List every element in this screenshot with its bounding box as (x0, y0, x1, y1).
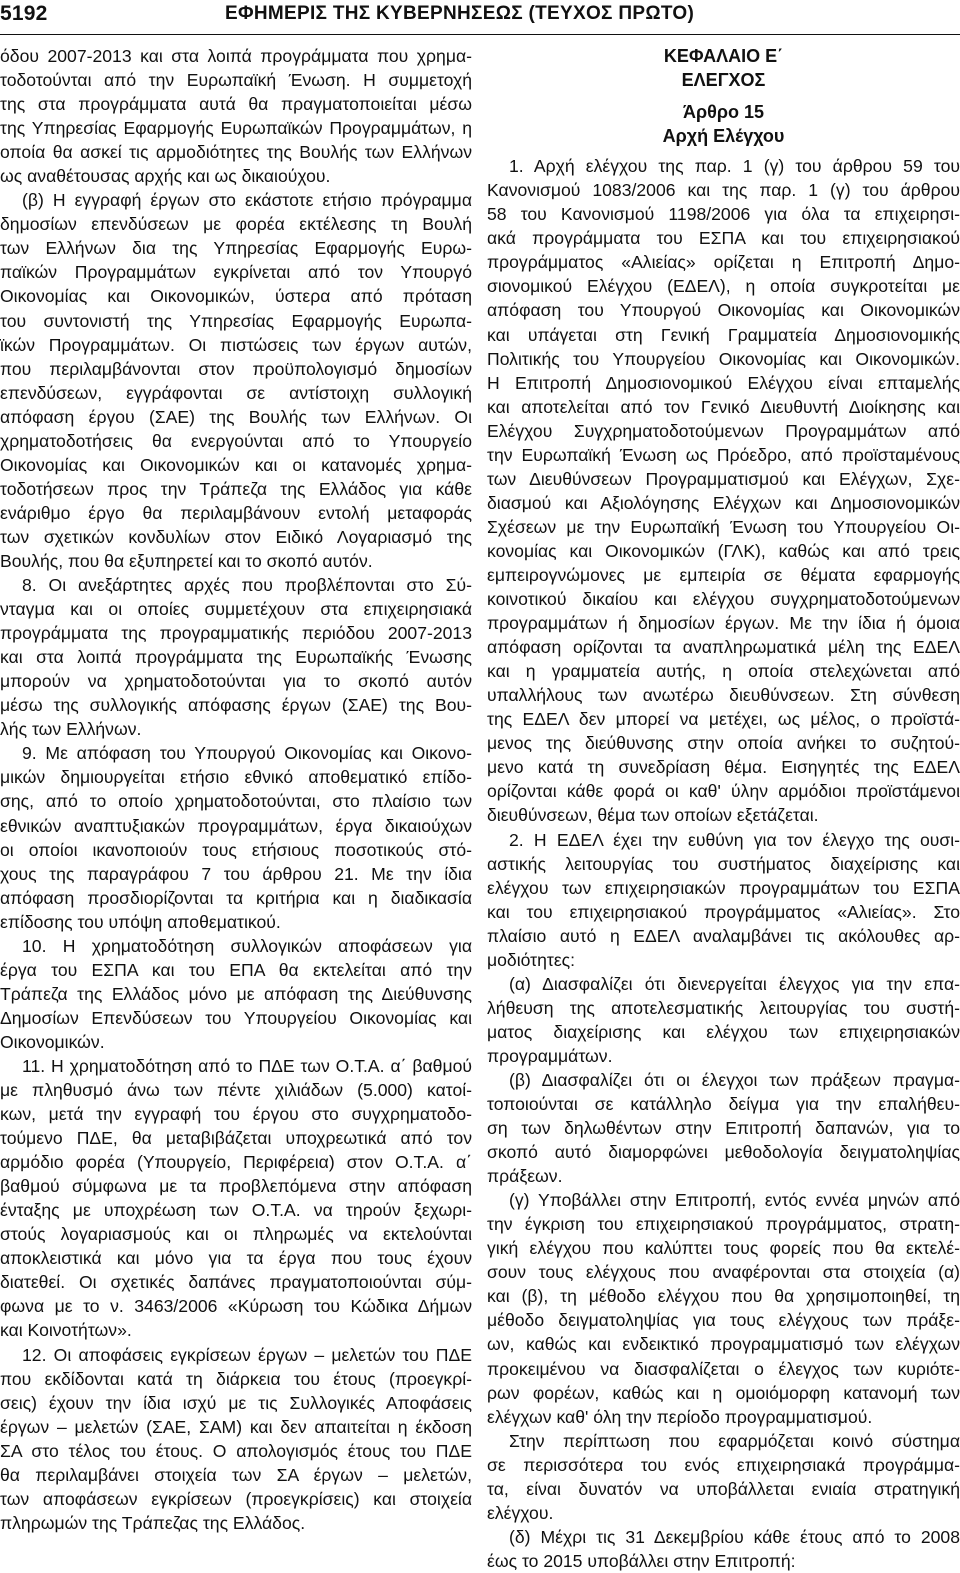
text-line: νταγμα και οι οποίες συμμετέχουν στα επιχειρησιακά (0, 599, 472, 620)
text-line: μικών δημιουργείται ετήσιο εθνικό αποθεματικό επίδο- (0, 767, 472, 788)
text-line: προγράμματα της προγραμματικής περιόδου 2007-2013 (0, 623, 472, 644)
article-body (487, 154, 960, 1573)
text-line: απόφαση του Υπουργού Οικονομίας και Οικονομικών (487, 300, 960, 321)
text-line: (β) Η εγγραφή έργων στο εκάστοτε ετήσιο πρόγραμμα (22, 190, 472, 211)
text-line: εμπειρογνώμονες με εμπειρία σε θέματα εφαρμογής (487, 564, 960, 585)
text-line: προγραμμάτων ή δημοσίων έργων. Με την ίδια ή όμοια (487, 613, 960, 634)
article-title: Αρχή Ελέγχου (662, 126, 785, 147)
text-line: προγράμματος «Αλιείας» ορίζεται η Επιτροπή Δημο- (487, 252, 960, 273)
text-line: οι οποίοι ικανοποιούν τους ετήσιους ποσοτικούς στό- (0, 839, 472, 860)
text-line: πληρωμών της Τράπεζας της Ελλάδος. (0, 1512, 306, 1533)
text-line: ρων φορέων, καθώς και η ομοιόμορφη κατανομή των (487, 1382, 960, 1403)
text-line: έργα του ΕΣΠΑ και του ΕΠΑ θα εκτελείται από την (0, 959, 472, 980)
text-line: και αποτελείται από τον Γενικό Διευθυντή Διοίκησης και (487, 396, 960, 417)
text-line: Ελέγχου Συγχρηματοδοτούμενων Προγραμμάτων από (487, 420, 960, 441)
text-line: (γ) Υποβάλλει στην Επιτροπή, εντός εννέα μηνών από (509, 1190, 960, 1211)
text-line: μενος της διεύθυνσης στην οποία ανήκει το συζητού- (487, 733, 960, 754)
page-header (0, 0, 960, 35)
text-line: της ΕΔΕΛ δεν μπορεί να μετέχει, ως μέλος, ο προϊστά- (487, 709, 960, 730)
text-line: μέσω της συλλογικής απόφασης έργων (ΣΑΕ) της Βου- (0, 695, 472, 716)
text-line: σε περισσότερα του ενός επιχειρησιακά προγράμμα- (487, 1454, 960, 1475)
text-line: χους της παραγράφου 7 του άρθρου 21. Με την ίδια (0, 863, 472, 884)
text-line: λήθευση της αποτελεσματικής λειτουργίας του συστή- (487, 997, 960, 1018)
text-line: 58 του Κανονισμού 1198/2006 για όλα τα επιχειρησι- (487, 204, 960, 225)
text-line: ση των δηλωθέντων στην Επιτροπή δαπανών, για το (487, 1118, 960, 1139)
text-line: διατεθεί. Οι σχετικές δαπάνες πραγματοποιούνται σύμ- (0, 1272, 472, 1293)
text-line: δημοσίων επενδύσεων με φορέα εκτέλεσης τη Βουλή (0, 214, 472, 235)
chapter-subtitle: ΕΛΕΓΧΟΣ (681, 70, 766, 91)
text-line: βαθμού σύμφωνα με τα προβλεπόμενα στην απόφαση (0, 1176, 472, 1197)
text-line: παϊκών Προγραμμάτων εγκρίνεται από τον Υπουργό (0, 262, 472, 283)
text-line: υπαλλήλους των ανωτέρω διευθύνσεων. Στη σύνθεση (487, 685, 960, 706)
text-line: ως αναθέτουσας αρχής και ως δικαιούχου. (0, 166, 331, 187)
text-line: (δ) Μέχρι τις 31 Δεκεμβρίου κάθε έτους από το 2008 (509, 1526, 960, 1547)
text-line: ένταξης με υποχρέωση των Ο.Τ.Α. να τηρούν ξεχωρι- (0, 1200, 472, 1221)
text-line: γική ελέγχου που καλύπτει τους φορείς που θα εκτελέ- (487, 1238, 960, 1259)
text-line: ελέγχου των επιχειρησιακών προγραμμάτων του ΕΣΠΑ (487, 877, 960, 898)
text-line: Οικονομίας και Οικονομικών και οι κατανομές χρημα- (0, 454, 472, 475)
text-line: Πολιτικής του Υπουργείου Οικονομίας και Οικονομικών. (487, 348, 960, 369)
text-line: πράξεων. (487, 1166, 563, 1187)
text-line: εθνικών αναπτυξιακών προγραμμάτων, έργα δικαιούχων (0, 815, 472, 836)
text-line: έως το 2015 υποβάλλει στην Επιτροπή: (487, 1550, 796, 1571)
text-line: θα περιλαμβάνει στοιχεία των ΣΑ έργων – μελετών, (0, 1464, 472, 1485)
text-line: χρηματοδοτήσεις θα ενεργούνται από το Υπουργείο (0, 430, 472, 451)
text-line: σουν τους ελέγχους που αναφέρονται στα στοιχεία (α) (487, 1262, 960, 1283)
text-line: (β) Διασφαλίζει ότι οι έλεγχοι των πράξεων πραγμα- (509, 1069, 960, 1090)
page-number: 5192 (0, 2, 48, 25)
text-line: 10. Η χρηματοδότηση συλλογικών αποφάσεων για (22, 935, 472, 956)
right-column (487, 44, 960, 1573)
text-line: απόφαση έργου (ΣΑΕ) της Βουλής των Ελλήνων. Οι (0, 406, 472, 427)
text-line: μπορούν να χρηματοδοτούνται για το σκοπό αυτόν (0, 671, 472, 692)
text-line: απόφαση προσδιορίζονται τα κριτήρια και η διαδικασία (0, 887, 472, 908)
text-line: που εκδίδονται κατά τη διάρκεια του έτους (προεγκρί- (0, 1368, 472, 1389)
text-line: της στα προγράμματα αυτά θα πραγματοποιείται μέσω (0, 94, 472, 115)
text-line: Σχέσεων με την Ευρωπαϊκή Ένωση του Υπουργείου Οι- (487, 516, 960, 537)
text-line: απόφαση ορίζονται τα αναπληρωματικά μέλη της ΕΔΕΛ (487, 637, 960, 658)
text-line: του συντονιστή της Υπηρεσίας Εφαρμογής Ευρωπα- (0, 310, 472, 331)
text-line: στούς λογαριασμούς και οι πληρωμές να εκτελούνται (0, 1224, 472, 1245)
text-line: Δημοσίων Επενδύσεων του Υπουργείου Οικονομίας και (0, 1007, 472, 1028)
text-line: σιονομικού Ελέγχου (ΕΔΕΛ), η οποία συγκροτείται με (487, 276, 960, 297)
text-line: με πληθυσμό άνω των πέντε χιλιάδων (5.000) κατοί- (0, 1080, 472, 1101)
text-line: ορίζονται κάθε φορά οι καθ' ύλην αρμόδιοι προϊστάμενοι (487, 781, 960, 802)
text-line: κων, μετά την εγγραφή του έργου στο συγχρηματοδο- (0, 1104, 472, 1125)
text-line: διασμού και Αξιολόγησης Ελέγχων και Δημοσιονομικών (487, 492, 960, 513)
text-line: ενάριθμο έργο θα περιλαμβάνουν εντολή μεταφοράς (0, 502, 472, 523)
text-line: 9. Με απόφαση του Υπουργού Οικονομίας και Οικονο- (22, 743, 472, 764)
text-line: την Ευρωπαϊκή Ένωση ως Πρόεδρο, από προϊσταμένους (487, 444, 960, 465)
text-line: και Κοινοτήτων». (0, 1320, 132, 1341)
text-line: πλαίσιο αυτό η ΕΔΕΛ αναλαμβάνει τις ακόλουθες αρ- (487, 925, 960, 946)
text-line: έργων – μελετών (ΣΑΕ, ΣΑΜ) και δεν απαιτείται η έκδοση (0, 1416, 472, 1437)
text-line: (α) Διασφαλίζει ότι διενεργείται έλεγχος για την επα- (509, 973, 960, 994)
text-line: τοδοτήσεων προς την Τράπεζα της Ελλάδος για κάθε (0, 478, 472, 499)
text-line: ματος διαχείρισης και ελέγχου των επιχειρησιακών (487, 1021, 960, 1042)
text-line: τοποιούνται σε κατάλληλο δείγμα για την επαλήθευ- (487, 1094, 960, 1115)
text-line: προκειμένου να διασφαλίζεται ο έλεγχος των κυριότε- (487, 1358, 960, 1379)
text-line: λής των Ελλήνων. (0, 719, 142, 740)
text-line: ελέγχων καθ' όλη την περίοδο προγραμματισμού. (487, 1406, 873, 1427)
text-line: των σχετικών κονδυλίων στον Ειδικό Λογαριασμό της (0, 526, 472, 547)
article-number: Άρθρο 15 (682, 102, 765, 123)
text-line: επίδοσης του υπόψη αποθεματικού. (0, 911, 281, 932)
text-line: Η Επιτροπή Δημοσιονομικού Ελέγχου είναι επταμελής (487, 372, 960, 393)
text-line: Τράπεζα της Ελλάδος μόνο με απόφαση της Διεύθυνσης (0, 983, 472, 1004)
text-line: ακά προγράμματα του ΕΣΠΑ και του επιχειρησιακού (487, 228, 960, 249)
text-line: την έγκριση του επιχειρησιακού προγράμματος, στρατη- (487, 1214, 960, 1235)
text-line: σης, από το οποίο χρηματοδοτούνται, στο πλαίσιο των (0, 791, 472, 812)
text-line: προγραμμάτων. (487, 1045, 613, 1066)
text-line: οποία θα ασκεί τις αρμοδιότητες της Βουλής των Ελλήνων (0, 142, 472, 163)
text-line: μενο κατά τη συνεδρίαση θέμα. Εισηγητές της ΕΔΕΛ (487, 757, 960, 778)
text-line: φωνα με το ν. 3463/2006 «Κύρωση του Κώδικα Δήμων (0, 1296, 472, 1317)
text-line: σεις) έχουν την ίδια ισχύ με τις Συλλογικές Αποφάσεις (0, 1392, 472, 1413)
text-line: αστικής λειτουργίας του συστήματος διαχείρισης και (487, 853, 960, 874)
gazette-title: ΕΦΗΜΕΡΙΣ ΤΗΣ ΚΥΒΕΡΝΗΣΕΩΣ (ΤΕΥΧΟΣ ΠΡΩΤΟ) (225, 3, 695, 24)
text-line: τούμενο ΠΔΕ, θα μεταβιβάζεται υποχρεωτικά από τον (0, 1128, 472, 1149)
text-line: και υπάγεται στη Γενική Γραμματεία Δημοσιονομικής (487, 324, 960, 345)
text-line: αρμόδιο φορέα (Υπουργείο, Περιφέρεια) στον Ο.Τ.Α. α΄ (0, 1152, 472, 1173)
text-line: Κανονισμού 1083/2006 και της παρ. 1 (γ) του άρθρου (487, 180, 960, 201)
text-line: μέθοδο δειγματοληψίας για τους ελέγχους των πράξε- (487, 1310, 960, 1331)
text-line: 2. Η ΕΔΕΛ έχει την ευθύνη για τον έλεγχο της ουσι- (509, 829, 960, 850)
text-line: κοινοτικού δικαίου και ελέγχου συγχρηματοδοτούμενων (487, 589, 960, 610)
text-line: ΣΑ στο τέλος του έτους. Ο απολογισμός έτους του ΠΔΕ (0, 1440, 472, 1461)
text-line: των αποφάσεων εγκρίσεων (προεγκρίσεις) και στοιχεία (0, 1488, 472, 1509)
text-line: τα, είναι δυνατόν να υποβάλλεται ενιαία στρατηγική (487, 1478, 960, 1499)
text-line: τοδοτούνται από την Ευρωπαϊκή Ένωση. Η συμμετοχή (0, 70, 472, 91)
text-line: των Ελλήνων δια της Υπηρεσίας Εφαρμογής Ευρω- (0, 238, 472, 259)
text-line: Οικονομίας και Οικονομικών, ύστερα από πρόταση (0, 286, 472, 307)
chapter-title: ΚΕΦΑΛΑΙΟ Ε΄ (663, 46, 784, 66)
text-line: όδου 2007-2013 και στα λοιπά προγράμματα που χρημα- (0, 46, 472, 66)
text-line: της Υπηρεσίας Εφαρμογής Ευρωπαϊκών Προγραμμάτων, η (0, 118, 472, 139)
text-line: 8. Οι ανεξάρτητες αρχές που προβλέπονται στο Σύ- (22, 575, 472, 596)
text-line: Στην περίπτωση που εφαρμόζεται κοινό σύστημα (509, 1430, 960, 1451)
text-line: επενδύσεων, εγγράφονται σε αντίστοιχη συλλογική (0, 382, 472, 403)
text-line: και του επιχειρησιακού προγράμματος «Αλιείας». Στο (487, 901, 960, 922)
text-line: Βουλής, που θα εξυπηρετεί και το σκοπό αυτόν. (0, 550, 373, 571)
text-line: 1. Αρχή ελέγχου της παρ. 1 (γ) του άρθρου 59 του (509, 156, 960, 177)
text-line: των Διευθύνσεων Προγραμματισμού και Ελέγχων, Σχε- (487, 468, 960, 489)
text-line: 11. Η χρηματοδότηση από το ΠΔΕ των Ο.Τ.Α. α΄ βαθμού (22, 1055, 472, 1076)
text-line: μοδιότητες: (487, 949, 576, 970)
text-line: κονομίας και Οικονομικών (ΓΛΚ), καθώς και από τρεις (487, 540, 960, 561)
left-column (0, 44, 472, 1535)
text-line: ων, καθώς και ενδεικτικό προγραμματισμό των ελέγχων (487, 1334, 960, 1355)
text-line: και η γραμματεία αυτής, η οποία στελεχώνεται από (487, 661, 960, 682)
text-line: ϊκών Προγραμμάτων. Οι πιστώσεις των έργων αυτών, (0, 334, 472, 355)
text-line: και (β), τη μέθοδο ελέγχου που θα χρησιμοποιηθεί, τη (487, 1286, 960, 1307)
text-line: αποκλειστικά και μόνο για τα έργα που τους έχουν (0, 1248, 472, 1269)
text-line: σκοπό αυτό διαμορφώνει μεθοδολογία δειγματοληψίας (487, 1142, 960, 1163)
text-line: διευθύνσεων, θέμα των οποίων εξετάζεται. (487, 805, 819, 826)
text-line: ελέγχου. (487, 1502, 554, 1523)
text-line: που περιλαμβάνονται στον προϋπολογισμό δημοσίων (0, 358, 472, 379)
text-line: και στα λοιπά προγράμματα της Ευρωπαϊκής Ένωσης (0, 647, 472, 668)
text-line: Οικονομικών. (0, 1031, 105, 1052)
text-line: 12. Οι αποφάσεις εγκρίσεων έργων – μελετών του ΠΔΕ (22, 1344, 472, 1365)
